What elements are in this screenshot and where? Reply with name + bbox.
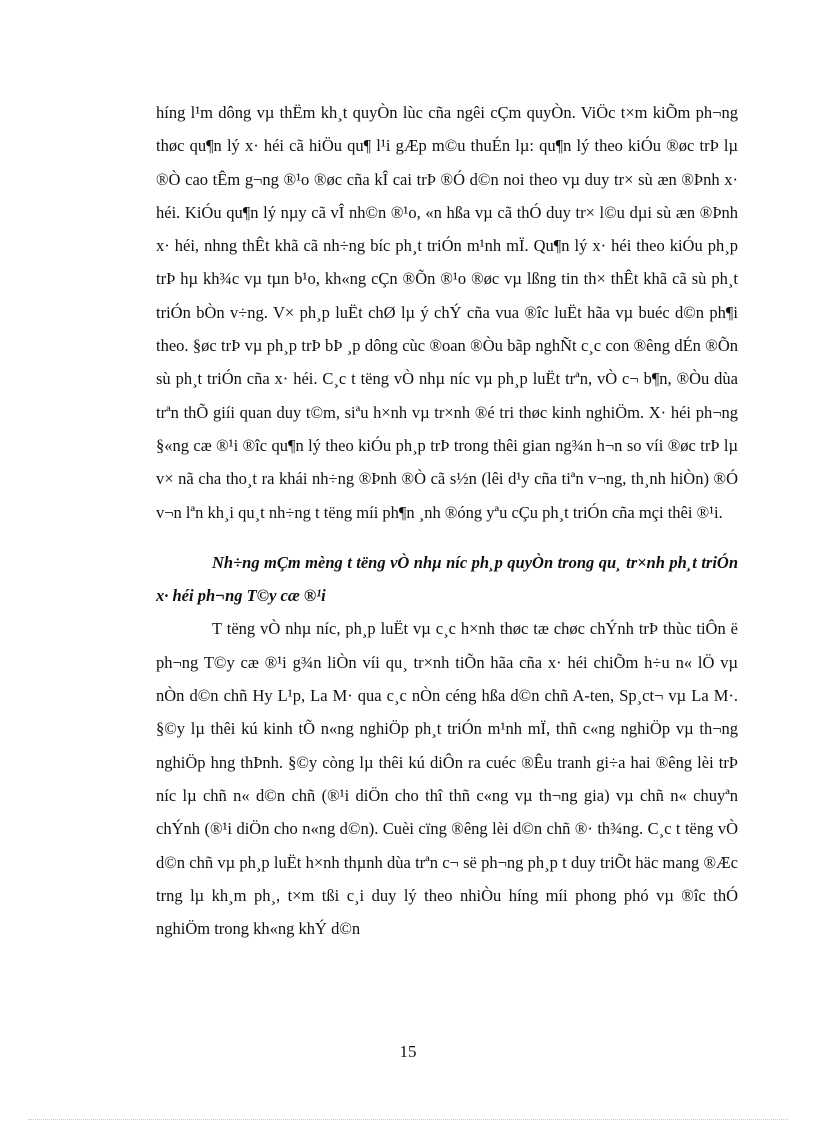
footer-dotted-rule xyxy=(28,1119,788,1120)
document-body xyxy=(156,96,738,945)
page-number: 15 xyxy=(399,1042,417,1061)
body-paragraph-1: híng l¹m dông vµ thËm kh¸t quyÒn lùc cña ngêi cÇm quyÒn. ViÖc t×m kiÕm ph¬ng thøc qu¶n lý x· héi cã hiÖu qu¶ l¹i gÆp m©u thuÉn lµ: qu¶n lý theo kiÓu ®øc trÞ lµ ®Ò cao tÊm g¬ng ®¹o ®øc cña kÎ cai trÞ ®Ó d©n noi theo vµ duy tr× sù æn ®Þnh x· héi. KiÓu qu¶n lý nµy cã vÎ nh©n ®¹o, «n hßa vµ cã thÓ duy tr× l©u dµi sù æn ®Þnh x· héi, nhng thÊt khã cã nh÷ng bíc ph¸t triÓn m¹nh mÏ. Qu¶n lý x· héi theo kiÓu ph¸p trÞ hµ kh¾c vµ tµn b¹o, kh«ng cÇn ®Õn ®¹o ®øc vµ lßng tin th× thÊt khã cã sù ph¸t triÓn bÒn v÷ng. V× ph¸p luËt chØ lµ ý chÝ cña vua ®îc luËt hãa vµ buéc d©n ph¶i theo. §øc trÞ vµ ph¸p trÞ bÞ ¸p dông cùc ®oan ®Òu bãp nghÑt c¸c con ®êng dÉn ®Õn sù ph¸t triÓn cña x· héi. C¸c t tëng vÒ nhµ níc vµ ph¸p luËt trªn, vÒ c¬ b¶n, ®Òu dùa trªn thÕ giíi quan duy t©m, siªu h×nh vµ tr×nh ®é tri thøc kinh nghiÖm. X· héi ph¬ng §«ng cæ ®¹i ®îc qu¶n lý theo kiÓu ph¸p trÞ trong thêi gian ng¾n h¬n so víi ®øc trÞ lµ v× nã cha tho¸t ra khái nh÷ng ®Þnh ®Ò cã s½n (lêi d¹y cña tiªn v¬ng, th¸nh hiÒn) ®Ó v¬n lªn kh¸i qu¸t nh÷ng t tëng míi ph¶n ¸nh ®óng yªu cÇu ph¸t triÓn cña mçi thêi ®¹i. xyxy=(156,103,738,522)
body-paragraph-2: T tëng vÒ nhµ níc, ph¸p luËt vµ c¸c h×nh thøc tæ chøc chÝnh trÞ thùc tiÔn ë ph¬ng T©y cæ ®¹i g¾n liÒn víi qu¸ tr×nh tiÕn hãa cña x· héi chiÕm h÷u n« lÖ vµ nÒn d©n chñ Hy L¹p, La M· qua c¸c nÒn céng hßa d©n chñ A-ten, Sp¸ct¬ vµ La M·. §©y lµ thêi kú kinh tÕ n«ng nghiÖp ph¸t triÓn m¹nh mÏ, thñ c«ng nghiÖp vµ th¬ng nghiÖp hng thÞnh. §©y còng lµ thêi kú diÔn ra cuéc ®Êu tranh gi÷a hai ®êng lèi trÞ níc lµ chñ n« d©n chñ (®¹i diÖn cho thî thñ c«ng vµ th¬ng gia) vµ chñ n« chuyªn chÝnh (®¹i diÖn cho n«ng d©n). Cuèi cïng ®êng lèi d©n chñ ®· th¾ng. C¸c t tëng vÒ d©n chñ vµ ph¸p luËt h×nh thµnh dùa trªn c¬ së ph¬ng ph¸p t duy triÕt häc mang ®Æc trng lµ kh¸m ph¸, t×m tßi c¸i duy lý theo nhiÒu híng míi phong phó vµ ®îc thÓ nghiÖm trong kh«ng khÝ d©n xyxy=(156,619,738,939)
section-heading: Nh÷ng mÇm mèng t tëng vÒ nhµ níc ph¸p quyÒn trong qu¸ tr×nh ph¸t triÓn x· héi ph¬ng T©y cæ ®¹i xyxy=(156,552,738,606)
